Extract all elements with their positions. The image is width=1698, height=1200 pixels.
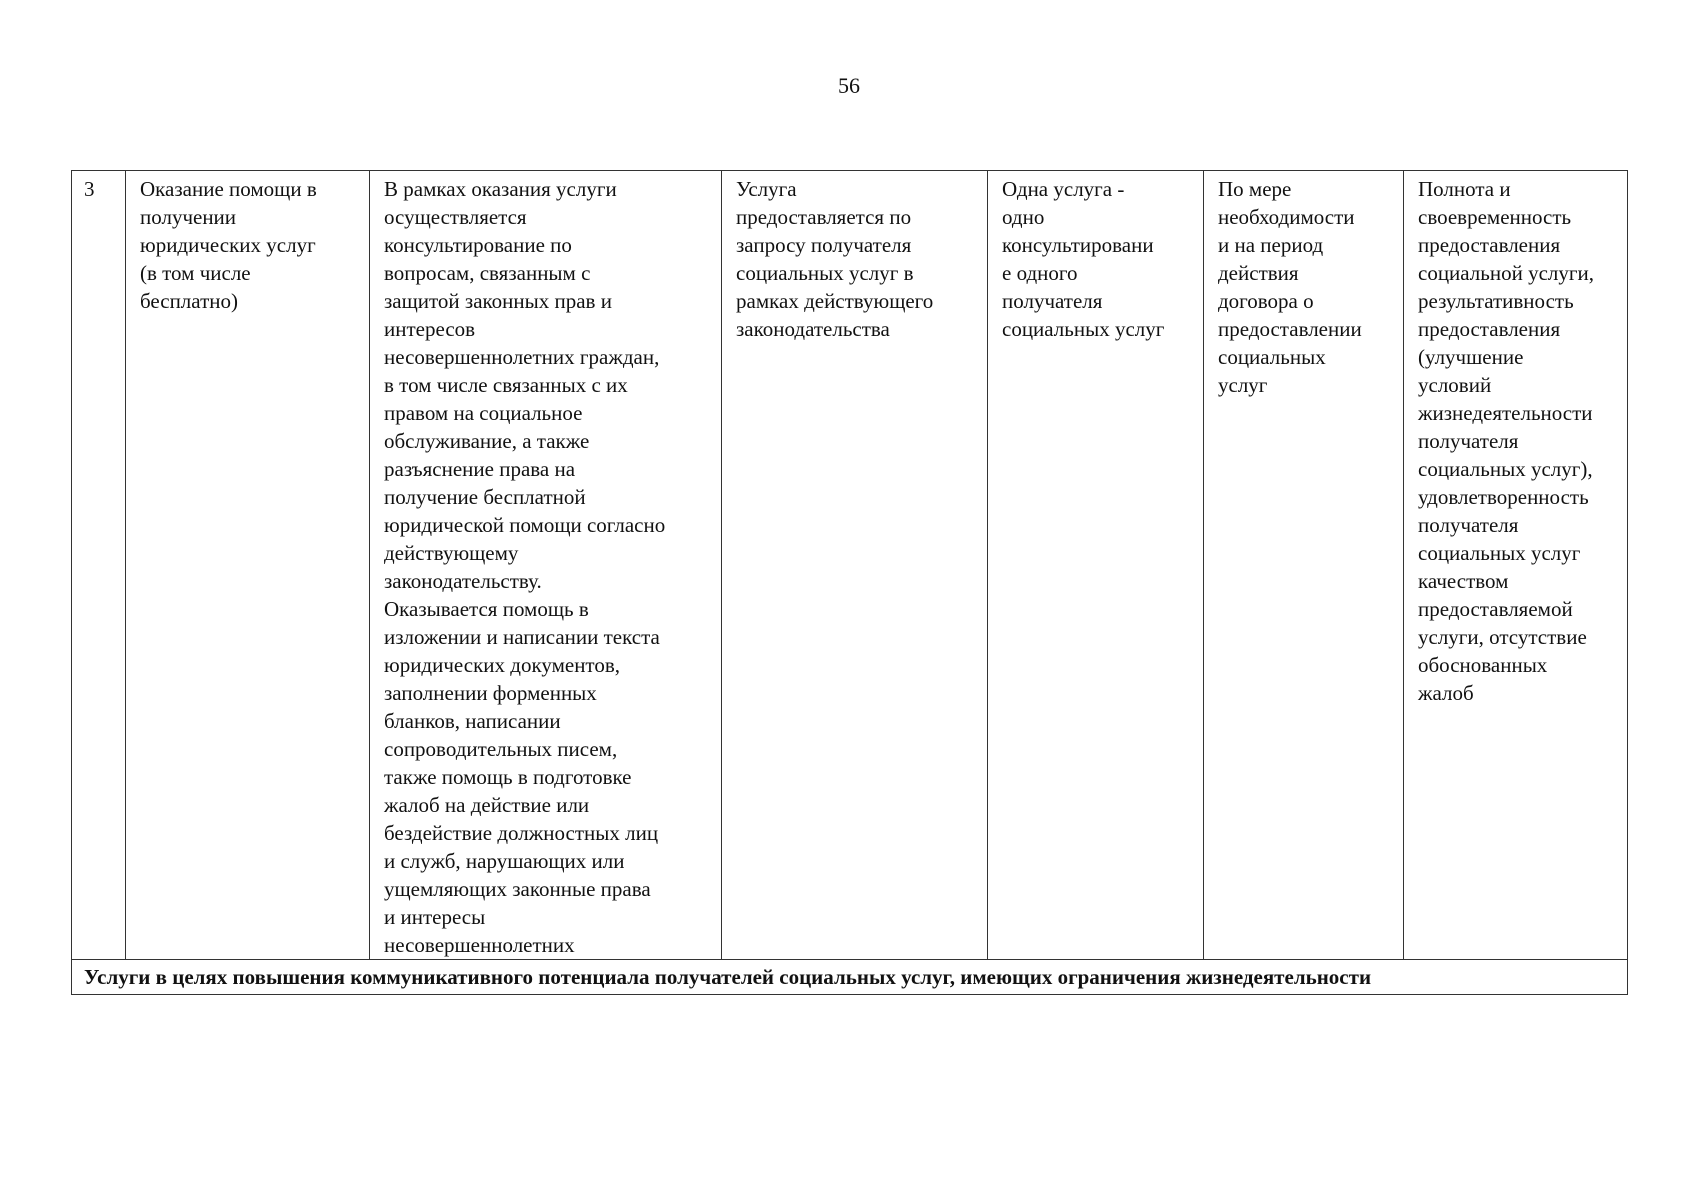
service-name-cell: Оказание помощи в получении юридических услуг (в том числе бесплатно) <box>126 171 370 960</box>
row-number-cell: 3 <box>72 171 126 960</box>
service-quality-cell: Полнота и своевременность предоставления социальной услуги, результативность предоставления (улучшение условий жизнедеятельности получателя социальных услуг), удовлетворенность получателя социальных услуг качеством предоставляемой услуги, отсутствие обоснованных жалоб <box>1404 171 1628 960</box>
section-header-row <box>72 960 1628 995</box>
table-row <box>72 171 1628 960</box>
page-number: 56 <box>838 73 860 98</box>
service-conditions-cell: Услуга предоставляется по запросу получателя социальных услуг в рамках действующего законодательства <box>722 171 988 960</box>
service-description-cell: В рамках оказания услуги осуществляется консультирование по вопросам, связанным с защитой законных прав и интересов несовершеннолетних граждан, в том числе связанных с их правом на социальное обслуживание, а также разъяснение права на получение бесплатной юридической помощи согласно действующему законодательству. Оказывается помощь в изложении и написании текста юридических документов, заполнении форменных бланков, написании сопроводительных писем, также помощь в подготовке жалоб на действие или бездействие должностных лиц и служб, нарушающих или ущемляющих законные права и интересы несовершеннолетних <box>370 171 722 960</box>
service-unit-cell: Одна услуга - одно консультировани е одного получателя социальных услуг <box>988 171 1204 960</box>
section-header-cell: Услуги в целях повышения коммуникативного потенциала получателей социальных услуг, имеющих ограничения жизнедеятельности <box>72 960 1628 995</box>
service-periodicity-cell: По мере необходимости и на период действия договора о предоставлении социальных услуг <box>1204 171 1404 960</box>
services-table <box>71 170 1628 995</box>
